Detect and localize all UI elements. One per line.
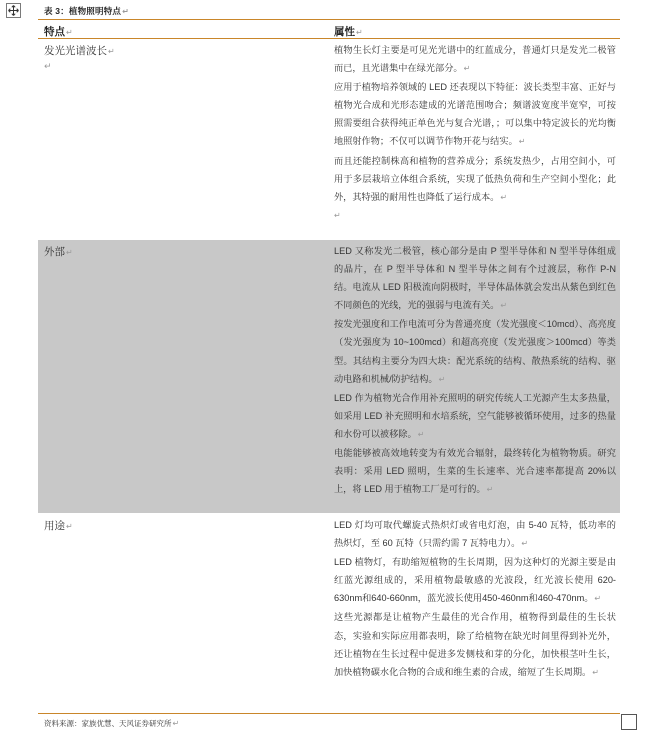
feature-cell: 发光光谱波长↵: [44, 45, 115, 57]
table-top-rule: [38, 19, 620, 20]
attribute-paragraph: 按发光强度和工作电流可分为普通亮度（发光强度＜10mcd）、高亮度（发光强度为 10~100mcd）和超高亮度（发光强度＞100mcd）等类型。其结构主要分为四大块：配光系统的结构、散热系统的结构、驱动电路和机械/防护结构。↵: [334, 319, 616, 384]
source-note: 资料来源：家族优慧、天风证券研究所↵: [44, 719, 180, 728]
paragraph-mark: ↵: [44, 61, 52, 71]
attribute-paragraph: 应用于植物培养领域的 LED 还表现以下特征：波长类型丰富、正好与植物光合成和光形态建成的光谱范围吻合；频谱波宽度半宽窄，可按照需要组合获得纯正单色光与复合光谱，；可以集中特定波长的光均衡地照射作物；不仅可以调节作物开花与结实。↵: [334, 82, 616, 147]
move-arrows-icon: [8, 5, 19, 16]
table-bottom-rule: [38, 713, 620, 714]
attribute-cell: [334, 516, 616, 682]
attribute-paragraph: 这些光源都是让植物产生最佳的光合作用，植物得到最佳的生长状态，实验和实际应用都表明，除了给植物在缺光时间里得到补光外，还让植物在生长过程中促进多发侧枝和芽的分化，加快根茎叶生长，加快植物碳水化合物的合成和维生素的合成，缩短了生长周期。↵: [334, 612, 616, 677]
attribute-paragraph: LED 作为植物光合作用补充照明的研究传统人工光源产生太多热量，如采用 LED 补充照明和水培系统，空气能够被循环使用，过多的热量和水份可以被移除。↵: [334, 392, 616, 439]
table-move-handle[interactable]: [6, 3, 21, 18]
attribute-paragraph: LED 又称发光二极管，核心部分是由 P 型半导体和 N 型半导体组成的晶片，在 P 型半导体和 N 型半导体之间有个过渡层，称作 P-N 结。电流从 LED 阳极流向阴极时，半导体晶体就会发出从紫色到红色不同颜色的光线，光的强弱与电流有关。↵: [334, 246, 616, 311]
feature-cell: 用途↵: [44, 520, 73, 532]
table-row: [38, 514, 620, 712]
table-resize-handle[interactable]: [621, 714, 637, 730]
attribute-paragraph: LED 植物灯，有助缩短植物的生长周期，因为这种灯的光源主要是由红蓝光源组成的，采用植物最敏感的光波段，红光波长使用 620-630nm和640-660nm，蓝光波长使用450-460nm和460-470nm。↵: [334, 557, 616, 604]
attribute-cell: [334, 41, 616, 225]
table-row: [38, 240, 620, 513]
attribute-paragraph: LED 灯均可取代螺旋式热炽灯或省电灯泡，由 5-40 瓦特，低功率的热炽灯，至 60 瓦特（只需约需 7 瓦特电力）。↵: [334, 520, 616, 549]
table-row: [38, 39, 620, 239]
attribute-cell: [334, 242, 616, 499]
header-feature: 特点↵: [44, 26, 73, 38]
table-caption: 表 3：植物照明特点↵: [44, 6, 129, 16]
attribute-paragraph: 植物生长灯主要是可见光光谱中的红蓝成分，普通灯只是发光二极管而已，且光谱集中在绿光部分。↵: [334, 45, 616, 74]
attribute-paragraph: 电能能够被高效地转变为有效光合辐射，最终转化为植物物质。研究表明：采用 LED 照明，生菜的生长速率、光合速率都提高 20%以上，将 LED 用于植物工厂是可行的。↵: [334, 448, 616, 495]
empty-paragraph: ↵: [334, 210, 341, 220]
header-attribute: 属性↵: [334, 26, 363, 38]
feature-cell: 外部↵: [44, 246, 73, 258]
attribute-paragraph: 而且还能控制株高和植物的营养成分；系统发热少，占用空间小，可用于多层栽培立体组合系统，实现了低热负荷和生产空间小型化；此外，其特强的耐用性也降低了运行成本。↵: [334, 155, 616, 202]
